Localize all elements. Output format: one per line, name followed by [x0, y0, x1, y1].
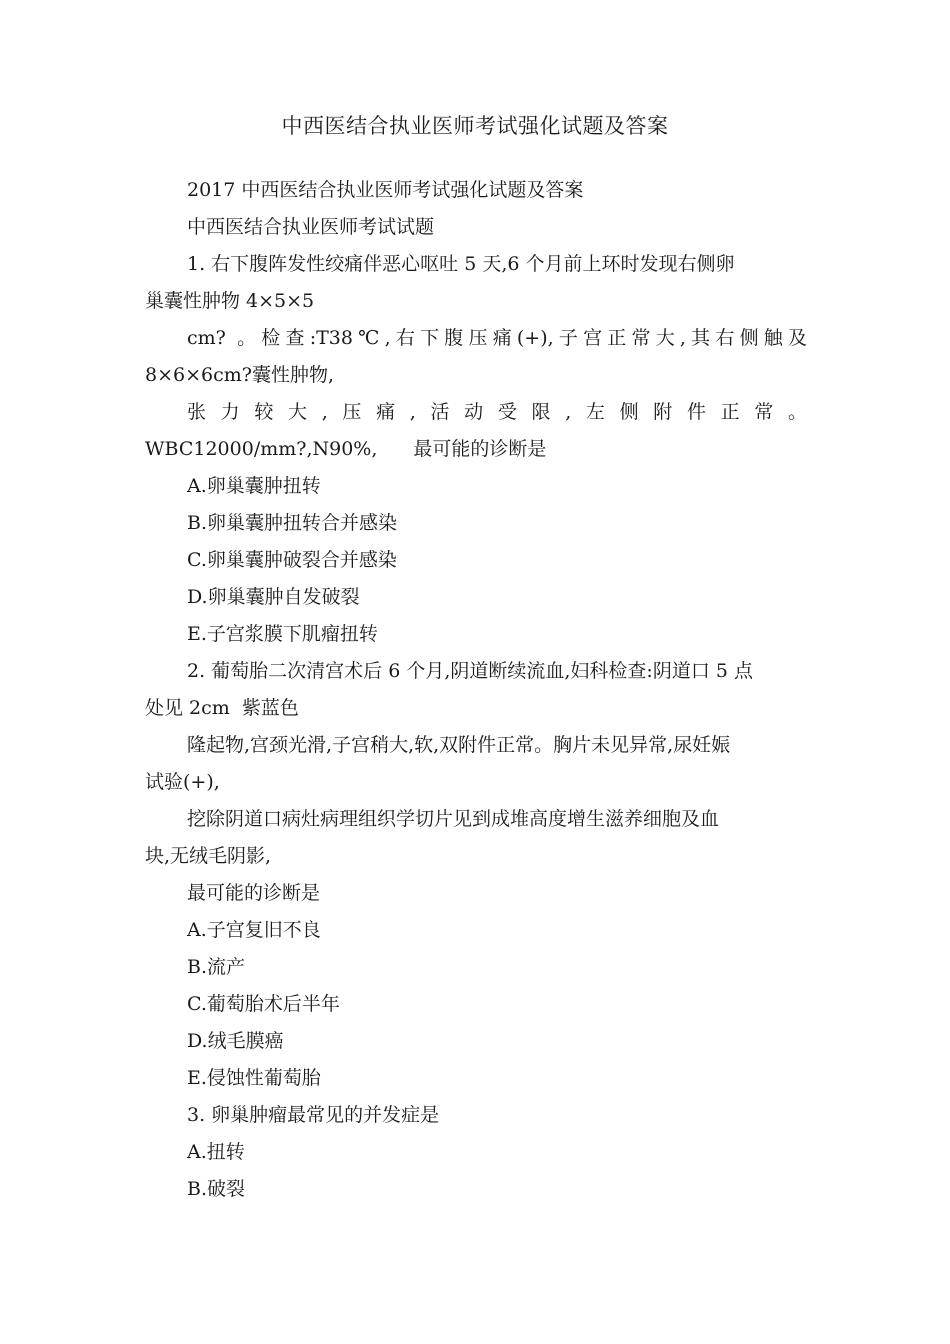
question-1-text: 8×6×6cm?囊性肿物,	[145, 364, 334, 386]
question-2-prompt: 最可能的诊断是	[187, 882, 321, 904]
question-1-text: cm? 。检查:T38℃,右下腹压痛(+),子宫正常大,其右侧触及	[187, 327, 807, 349]
question-1-text	[145, 435, 546, 463]
question-1-option: D.卵巢囊肿自发破裂	[187, 586, 360, 608]
document-subtitle: 2017 中西医结合执业医师考试强化试题及答案	[187, 179, 584, 201]
question-2-text: 试验(+),	[145, 771, 220, 793]
question-2-option: C.葡萄胎术后半年	[187, 993, 340, 1015]
question-1-option: B.卵巢囊肿扭转合并感染	[187, 512, 398, 534]
question-3-option: B.破裂	[187, 1178, 246, 1200]
question-1-text: 1. 右下腹阵发性绞痛伴恶心呕吐 5 天,6 个月前上环时发现右侧卵	[187, 253, 735, 275]
question-1-option: E.子宫浆膜下肌瘤扭转	[187, 623, 378, 645]
question-2-text: 隆起物,宫颈光滑,子宫稍大,软,双附件正常。胸片未见异常,尿妊娠	[187, 734, 731, 756]
question-1-prompt: 最可能的诊断是	[413, 438, 547, 460]
question-2-text: 挖除阴道口病灶病理组织学切片见到成堆高度增生滋养细胞及血	[187, 808, 720, 830]
section-heading: 中西医结合执业医师考试试题	[187, 216, 435, 238]
question-2-option: B.流产	[187, 956, 246, 978]
question-3-option: A.扭转	[187, 1141, 245, 1163]
question-2-option: E.侵蚀性葡萄胎	[187, 1067, 321, 1089]
question-1-option: A.卵巢囊肿扭转	[187, 475, 321, 497]
question-2-text: 块,无绒毛阴影,	[145, 845, 272, 867]
question-3-text: 3. 卵巢肿瘤最常见的并发症是	[187, 1104, 440, 1126]
question-1-option: C.卵巢囊肿破裂合并感染	[187, 549, 397, 571]
question-2-text: 2. 葡萄胎二次清宫术后 6 个月,阴道断续流血,妇科检查:阴道口 5 点	[187, 660, 753, 682]
question-1-lab-values: WBC12000/mm?,N90%,	[145, 438, 378, 460]
question-1-text: 张力较大,压痛,活动受限,左侧附件正常。	[187, 401, 807, 423]
question-1-text: 巢囊性肿物 4×5×5	[145, 290, 315, 312]
question-2-text: 处见 2cm 紫蓝色	[145, 697, 299, 719]
question-2-option: D.绒毛膜癌	[187, 1030, 284, 1052]
question-2-option: A.子宫复旧不良	[187, 919, 321, 941]
document-title: 中西医结合执业医师考试强化试题及答案	[281, 114, 669, 138]
